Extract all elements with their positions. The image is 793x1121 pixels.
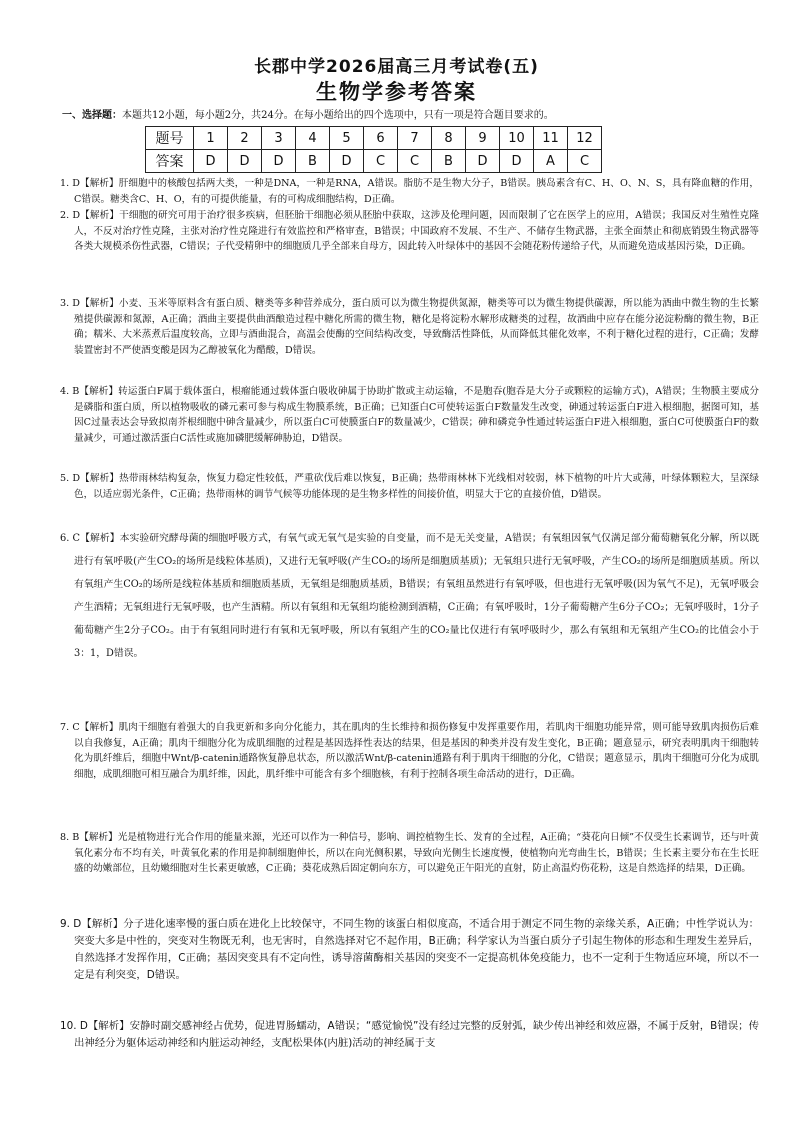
answer-explanation-8: 8. B【解析】光是植物进行光合作用的能量来源，光还可以作为一种信号，影响、调控植物生长、发育的全过程，A正确；“葵花向日倾”不仅受生长素调节，还与叶黄氧化素分布不均有关，叶黄氧化素的作用是抑制细胞伸长，所以在向光侧积累，导致向光侧生长速度慢，使植物向光弯曲生长，B错误；生长素主要分布在生长旺盛的幼嫩部位，且幼嫩细胞对生长素更敏感，C正确；葵花成熟后固定朝向东方，可以避免正午阳光的直射，防止高温灼伤花粉，这是自然选择的结果，D正确。: [60, 832, 759, 875]
answer-cell: C: [568, 150, 602, 173]
answer-cell: D: [228, 150, 262, 173]
answer-subtitle: 生物学参考答案: [316, 80, 477, 104]
question-number: 1: [194, 127, 228, 150]
question-number: 2: [228, 127, 262, 150]
answer-cell: B: [296, 150, 330, 173]
answer-cell: D: [262, 150, 296, 173]
answer-explanation-9: 9. D【解析】分子进化速率慢的蛋白质在进化上比较保守，不同生物的该蛋白相似度高，不适合用于测定不同生物的亲缘关系，A正确；中性学说认为：突变大多是中性的，突变对生物既无利，也无害时，自然选择对它不起作用，B正确；科学家认为当蛋白质分子引起生物体的形态和生理发生差异后，自然选择才发挥作用，C正确；基因突变具有不定向性，诱导溶菌酶相关基因的突变不一定提高机体免疫能力，也不一定利于生物适应环境，所以不一定是有利突变，D错误。: [60, 918, 759, 981]
answer-table: [145, 126, 602, 173]
answer-explanation-6: 6. C【解析】本实验研究酵母菌的细胞呼吸方式，有氧气或无氧气是实验的自变量，而不是无关变量，A错误；有氧组因氧气仅满足部分葡萄糖氧化分解，所以既进行有氧呼吸(产生CO₂的场所是线粒体基质)，又进行无氧呼吸(产生CO₂的场所是细胞质基质)；无氧组只进行无氧呼吸，产生CO₂的场所是细胞质基质。所以有氧组产生CO₂的场所是线粒体基质和细胞质基质，无氧组是细胞质基质，B错误；有氧组虽然进行有氧呼吸，但也进行无氧呼吸(因为氧气不足)，无氧呼吸会产生酒精；无氧组进行无氧呼吸，也产生酒精。所以有氧组和无氧组均能检测到酒精，C正确；有氧呼吸时，1分子葡萄糖产生6分子CO₂；无氧呼吸时，1分子葡萄糖产生2分子CO₂。由于有氧组同时进行有氧和无氧呼吸，所以有氧组产生的CO₂量比仅进行有氧呼吸时少，那么有氧组和无氧组产生CO₂的比值会小于3：1，D错误。: [60, 533, 759, 659]
question-number: 9: [466, 127, 500, 150]
row-label-number: 题号: [146, 127, 194, 150]
question-number: 8: [432, 127, 466, 150]
question-number: 6: [364, 127, 398, 150]
question-number: 3: [262, 127, 296, 150]
section-heading: [62, 109, 762, 123]
answer-explanation-2: 2. D【解析】干细胞的研究可用于治疗很多疾病，但胚胎干细胞必须从胚胎中获取，这涉及伦理问题，因而限制了它在医学上的应用，A错误；我国反对生殖性克隆人，不反对治疗性克隆，主张对治疗性克隆进行有效监控和严格审查，B错误；中国政府不发展、不生产、不储存生物武器，主张全面禁止和彻底销毁生物武器等各类大规模杀伤性武器，C错误；子代受精卵中的细胞质几乎全部来自母方，因此转入叶绿体中的基因不会随花粉传递给子代，从而避免造成基因污染，D正确。: [60, 210, 759, 253]
question-number: 11: [534, 127, 568, 150]
answer-cell: D: [194, 150, 228, 173]
answer-cell: B: [432, 150, 466, 173]
answer-explanation-4: 4. B【解析】转运蛋白F属于载体蛋白，根瘤能通过载体蛋白吸收砷属于协助扩散或主动运输，不是胞吞(胞吞是大分子或颗粒的运输方式)，A错误；生物膜主要成分是磷脂和蛋白质，所以植物吸收的磷元素可参与构成生物膜系统，B正确；已知蛋白C可使转运蛋白F数量发生改变，砷通过转运蛋白F进入根细胞，据图可知，基因C过量表达会导致拟南芥根细胞中砷含量减少，所以蛋白C可使膜蛋白F的数量减少，C错误；砷和磷竞争性通过转运蛋白F进入根细胞，蛋白C可使膜蛋白F的数量减少，可通过激活蛋白C活性或施加磷肥缓解砷胁迫，D错误。: [60, 386, 759, 444]
question-number: 7: [398, 127, 432, 150]
answer-explanation-1: 1. D【解析】肝细胞中的核酸包括两大类，一种是DNA，一种是RNA，A错误。脂肪不是生物大分子，B错误。胰岛素含有C、H、O、N、S，具有降血糖的作用，C错误。糖类含C、H、O，有的可提供能量，有的可构成细胞结构，D正确。: [60, 178, 759, 205]
answer-explanation-5: 5. D【解析】热带雨林结构复杂，恢复力稳定性较低，严重砍伐后难以恢复，B正确；热带雨林林下光线相对较弱，林下植物的叶片大或薄，叶绿体颗粒大，呈深绿色，以适应弱光条件，C正确；热带雨林的调节气候等功能体现的是生物多样性的间接价值，明显大于它的直接价值，D错误。: [60, 473, 759, 500]
answer-table-answer-row: [146, 150, 602, 173]
section-label: 一、选择题：: [62, 110, 122, 121]
answer-table-number-row: [146, 127, 602, 150]
answer-cell: C: [398, 150, 432, 173]
exam-title: 长郡中学2026届高三月考试卷(五): [254, 57, 539, 77]
answer-explanation-3: 3. D【解析】小麦、玉米等原料含有蛋白质、糖类等多种营养成分，蛋白质可以为微生物提供氮源，糖类等可以为微生物提供碳源，所以能为酒曲中微生物的生长繁殖提供碳源和氮源，A正确；酒曲主要提供曲酒酿造过程中糖化所需的微生物，糖化是将淀粉水解形成糖类的过程，故酒曲中应存在能分泌淀粉酶的微生物，B正确；糯米、大米蒸煮后温度较高，立即与酒曲混合，高温会使酶的空间结构改变，导致酶活性降低，从而降低其催化效率，不利于糖化过程的进行，C正确；发酵装置密封不严使酒变酸是因为乙醇被氧化为醋酸，D错误。: [60, 298, 759, 356]
question-number: 4: [296, 127, 330, 150]
answer-explanation-10: 10. D【解析】安静时副交感神经占优势，促进胃肠蠕动，A错误；“感觉愉悦”没有经过完整的反射弧，缺少传出神经和效应器，不属于反射，B错误；传出神经分为躯体运动神经和内脏运动神经，支配松果体(内脏)活动的神经属于支: [60, 1020, 759, 1049]
answer-cell: D: [330, 150, 364, 173]
row-label-answer: 答案: [146, 150, 194, 173]
question-number: 10: [500, 127, 534, 150]
answer-cell: A: [534, 150, 568, 173]
answer-explanation-7: 7. C【解析】肌肉干细胞有着强大的自我更新和多向分化能力，其在肌肉的生长维持和损伤修复中发挥重要作用，若肌肉干细胞功能异常，则可能导致肌肉损伤后难以自我修复，A正确；肌肉干细胞分化为成肌细胞的过程是基因选择性表达的结果，但是基因的种类并没有发生变化，B正确；题意显示，研究表明肌肉干细胞转化为肌纤维后，细胞中Wnt/β-catenin通路恢复静息状态，所以激活Wnt/β-catenin通路有利于肌肉干细胞的分化，C错误；题意显示，肌肉干细胞可分化为成肌细胞，成肌细胞可相互融合为肌纤维，因此，肌纤维中可能含有多个细胞核，有利于控制各项生命活动的进行，D正确。: [60, 722, 759, 780]
answer-cell: C: [364, 150, 398, 173]
answer-cell: D: [466, 150, 500, 173]
question-number: 5: [330, 127, 364, 150]
answer-cell: D: [500, 150, 534, 173]
section-description: 本题共12小题，每小题2分，共24分。在每小题给出的四个选项中，只有一项是符合题目要求的。: [122, 110, 554, 121]
question-number: 12: [568, 127, 602, 150]
